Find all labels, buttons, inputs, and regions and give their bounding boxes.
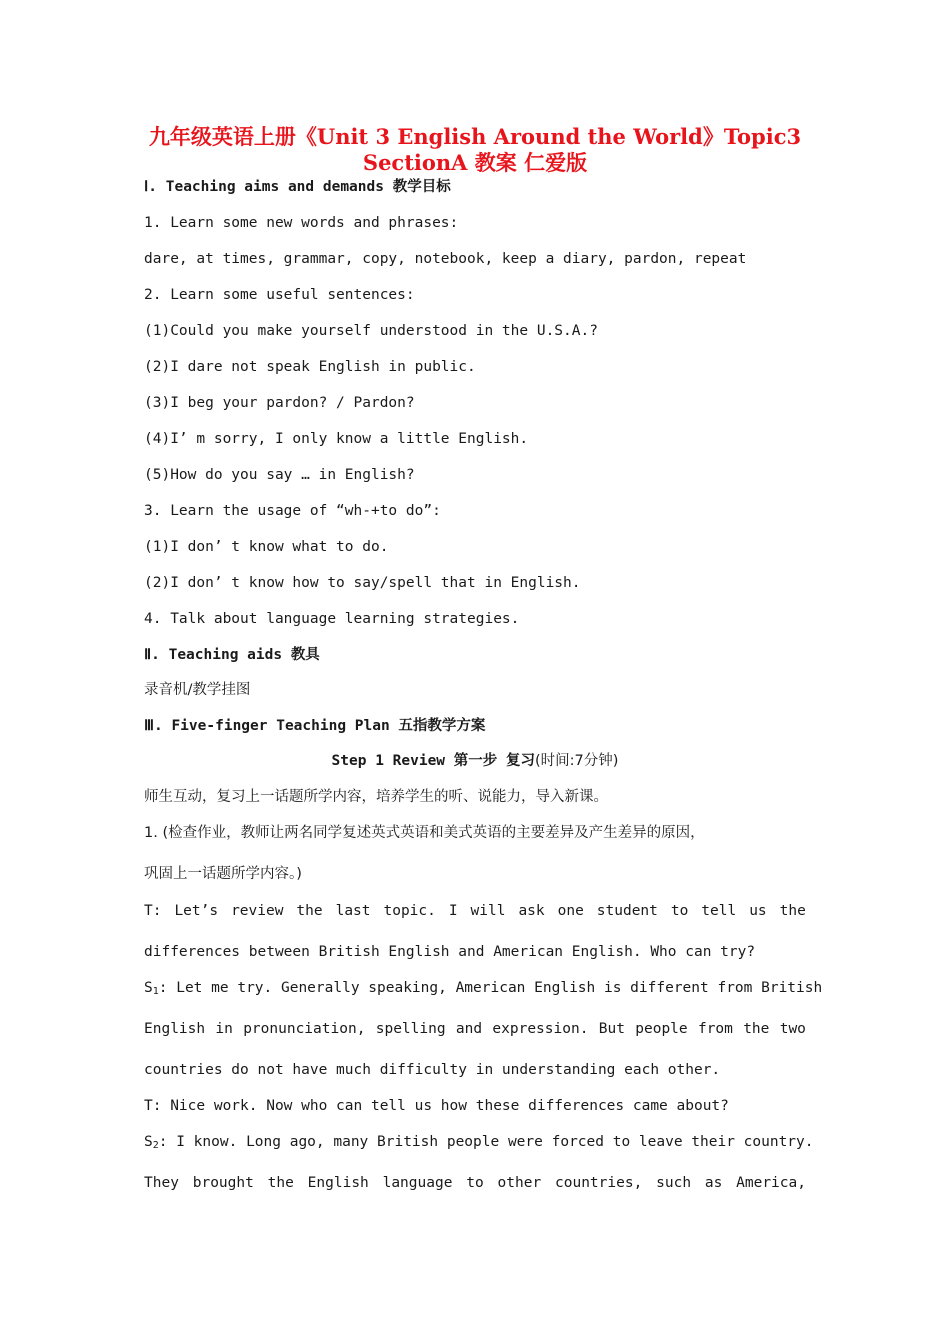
step-1-time: (时间:7分钟) bbox=[535, 753, 619, 769]
sentence-3: (3)I beg your pardon? / Pardon? bbox=[144, 395, 415, 411]
dialogue-teacher-1-line2: differences between British English and American English. Who can try? bbox=[144, 944, 756, 960]
homework-note-line2: 巩固上一话题所学内容。) bbox=[144, 866, 302, 882]
sentence-4: (4)I’ m sorry, I only know a little English. bbox=[144, 431, 529, 447]
usage-example-2: (2)I don’ t know how to say/spell that in English. bbox=[144, 575, 581, 591]
aims-item-4: 4. Talk about language learning strategies. bbox=[144, 611, 520, 627]
student-2-text: : I know. Long ago, many British people were forced to leave their country. bbox=[158, 1134, 814, 1150]
dialogue-student-2-line1 bbox=[144, 1133, 814, 1155]
sentence-5: (5)How do you say … in English? bbox=[144, 467, 415, 483]
student-1-text: : Let me try. Generally speaking, American English is different from British bbox=[158, 980, 823, 996]
document-title-line1: 九年级英语上册《Unit 3 English Around the World》Topic3 bbox=[148, 124, 802, 149]
aims-item-3: 3. Learn the usage of “wh-+to do”: bbox=[144, 503, 441, 519]
dialogue-student-1-line3: countries do not have much difficulty in understanding each other. bbox=[144, 1062, 721, 1078]
homework-note-line1: 1. (检查作业，教师让两名同学复述英式英语和美式英语的主要差异及产生差异的原因， bbox=[144, 825, 705, 841]
step-1-heading bbox=[144, 752, 806, 770]
dialogue-student-1-line2: English in pronunciation, spelling and expression. But people from the two bbox=[144, 1021, 806, 1037]
teaching-aids-content: 录音机/教学挂图 bbox=[144, 682, 251, 698]
aims-item-1: 1. Learn some new words and phrases: bbox=[144, 215, 459, 231]
section-heading-aids: Ⅱ. Teaching aids 教具 bbox=[144, 647, 320, 663]
sentence-2: (2)I dare not speak English in public. bbox=[144, 359, 476, 375]
document-title-line2: SectionA 教案 仁爱版 bbox=[362, 150, 588, 175]
dialogue-student-2-line2: They brought the English language to other countries, such as America, bbox=[144, 1175, 806, 1191]
student-1-subscript: 1 bbox=[152, 986, 159, 997]
sentence-1: (1)Could you make yourself understood in the U.S.A.? bbox=[144, 323, 598, 339]
student-2-subscript: 2 bbox=[152, 1140, 159, 1151]
aims-item-2: 2. Learn some useful sentences: bbox=[144, 287, 415, 303]
dialogue-teacher-2: T: Nice work. Now who can tell us how these differences came about? bbox=[144, 1098, 729, 1114]
step-1-title: Step 1 Review 第一步 复习 bbox=[331, 753, 535, 769]
step-1-intro: 师生互动，复习上一话题所学内容，培养学生的听、说能力，导入新课。 bbox=[144, 789, 608, 805]
section-heading-plan: Ⅲ. Five-finger Teaching Plan 五指教学方案 bbox=[144, 718, 486, 734]
dialogue-student-1-line1 bbox=[144, 979, 822, 1001]
vocabulary-list: dare, at times, grammar, copy, notebook, keep a diary, pardon, repeat bbox=[144, 251, 747, 267]
usage-example-1: (1)I don’ t know what to do. bbox=[144, 539, 389, 555]
student-2-speaker: S bbox=[144, 1134, 153, 1150]
student-1-speaker: S bbox=[144, 980, 153, 996]
dialogue-teacher-1-line1: T: Let’s review the last topic. I will ask one student to tell us the bbox=[144, 903, 806, 919]
section-heading-aims: Ⅰ. Teaching aims and demands 教学目标 bbox=[144, 179, 451, 195]
